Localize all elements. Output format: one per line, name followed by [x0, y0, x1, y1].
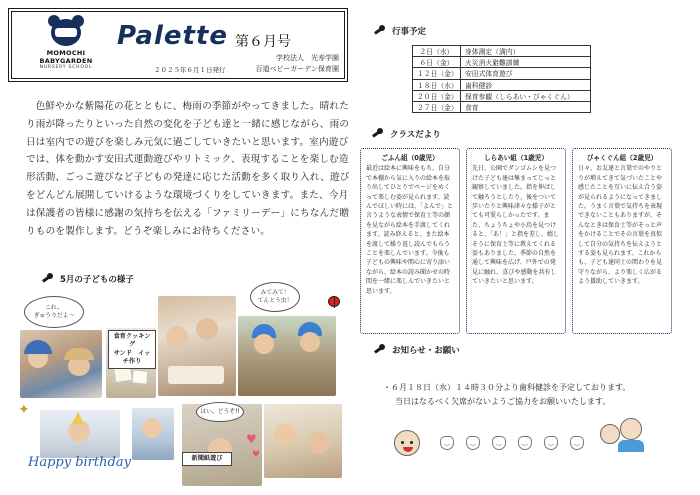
- class-body: 最近は絵本に興味をもち、自分で本棚から気に入りの絵本を取り出してひとりでページをめくって楽しむ姿が見られます。読んでほしい時には、「よんで」と言うような表情で保育士等の顔を見ながら絵本を手渡してくれます。読み終えると、また絵本を渡して繰り返し読んでもらうことを楽しんでいます。今後も子どもの興味や関心に寄り添いながら、絵本の読み聞かせの時間を一緒に楽しんでいきたいと思います。: [366, 165, 454, 295]
- photo-newspaper-play-2: [264, 404, 342, 478]
- class-title: びゃくぐん組（2歳児）: [586, 154, 658, 162]
- table-row: [413, 46, 591, 57]
- notice-line-2: 当日はなるべく欠席がないようご協力をお願いいたします。: [395, 397, 611, 406]
- schedule-date: ２０日（金）: [413, 90, 461, 101]
- schedule-event: 保育参観（しらあい・びゃくぐん）: [461, 90, 591, 101]
- issue-number: 第６月号: [235, 34, 291, 50]
- tooth-icon: [544, 436, 558, 450]
- photos-heading-text: 5月の子どもの様子: [60, 275, 134, 285]
- class-body: 日々、お友達と言葉でのやりとりが増えてきて気づいたことや感じたことを互いに伝え合う姿が見られるようになってきました。うまく言葉で気持ちを表現できないこともありますが、そんなときは保育士等がそっと声をかけることでその言葉を真似して自分の気持ちを伝えようとする姿も見られます。これからも、子ども達同士の関わりを見守りながら、より楽しく広がるよう援助していきます。: [578, 165, 663, 286]
- notice-line-1: ・６月１８日（水）１４時３０分より歯科健診を予定しております。: [383, 383, 631, 392]
- tooth-icon: [570, 436, 584, 450]
- notice-text: [383, 381, 630, 409]
- table-row: [413, 101, 591, 112]
- schedule-date: ６日（金）: [413, 57, 461, 68]
- schedule-heading: [372, 24, 426, 38]
- label-newspaper-play: 新聞紙遊び: [182, 452, 232, 466]
- tooth-icon: [492, 436, 506, 450]
- schedule-event: 食育: [461, 101, 591, 112]
- schedule-heading-text: 行事予定: [392, 27, 427, 37]
- photo-outdoor-ladybug: [238, 316, 336, 396]
- schedule-event: 歯科健診: [461, 79, 591, 90]
- class-body: 先日、公園でダンゴムシを見つけた子ども達は集まってじっと観察していました。指を伸ばして触ろうとしたり、後をついて歩いたりと興味津々な様子がとても可愛らしかったです。また、ちょうちょや小鳥を見つけると、「あ！」と指を差し、嬉しそうに保育士等に教えてくれる姿もありました。季節の自然を通して興味を広げ、戸外での発見に触れ、喜びや感動を共有していきたいと思います。: [472, 165, 560, 286]
- speech-bubble-cucumber: これ、 ぎゅうりだよ～: [24, 296, 84, 328]
- class-column-gofun: [360, 148, 460, 334]
- logo-subtitle: NURSERY SCHOOL: [39, 65, 93, 70]
- class-title: しらあい組（1歳児）: [484, 154, 548, 162]
- photo-birthday-child-2: [132, 408, 174, 460]
- corporation-name: [256, 53, 339, 75]
- event-schedule-table: [412, 45, 591, 113]
- ladybug-icon: [328, 296, 340, 307]
- pushpin-icon: [370, 127, 384, 141]
- table-row: [413, 79, 591, 90]
- notice-heading-text: お知らせ・お願い: [392, 346, 460, 356]
- schedule-date: ２日（水）: [413, 46, 461, 57]
- class-news-heading-text: クラスだより: [390, 130, 441, 140]
- photos-section-heading: [40, 272, 134, 286]
- class-column-shiraai: [466, 148, 566, 334]
- class-title: ごふん組（0歳児）: [381, 154, 439, 162]
- tooth-icon: [518, 436, 532, 450]
- class-news-heading: [370, 127, 441, 141]
- newsletter-title: Palette: [117, 21, 228, 51]
- party-horn-icon: ✦: [18, 402, 30, 418]
- label-food-cooking: 食育クッキング サンド イッチ作り: [108, 330, 156, 369]
- schedule-event: 安田式体育遊び: [461, 68, 591, 79]
- heart-icon-small: ♥: [252, 450, 261, 460]
- dentist-check-icon: [600, 418, 646, 454]
- pushpin-icon: [372, 343, 386, 357]
- pushpin-icon: [40, 272, 54, 286]
- table-row: [413, 57, 591, 68]
- speech-bubble-here-you-go: はい、どうぞ!!: [196, 402, 244, 422]
- intro-paragraph: 色鮮やかな紫陽花の花とともに、梅雨の季節がやってきました。晴れたり雨が降ったりといった自然の変化を子ども達と一緒に感じながら、雨の日は室内での遊びを楽しみ元気に過ごしていきたいと思います。室内遊びでは、体を動かす安田式運動遊びやリトミック、表現することを楽しむ造形活動、ごっこ遊びなど子どもの発達に応じた活動を多く取り入れ、遊びをどんどん展開していけるような環境づくりをしていきます。また、今月は保護者の皆様に感謝の気持ちを伝える「ファミリーデー」にちなんだ贈りものを製作します。どうぞ楽しみにお待ちください。: [26, 101, 350, 237]
- tooth-icon: [440, 436, 454, 450]
- pushpin-icon: [372, 24, 386, 38]
- school-logo: [21, 13, 111, 77]
- photo-birthday-child: [40, 410, 120, 458]
- photo-cooking-children: [20, 330, 102, 398]
- bear-logo-icon: [46, 15, 86, 47]
- corporation-line-2: 百道ベビーガーデン保育園: [255, 64, 339, 73]
- logo-name: MOMOCHI BABYGARDEN: [39, 49, 93, 65]
- schedule-event: 身体測定（満内）: [461, 46, 591, 57]
- schedule-event: 火災消火避難訓練: [461, 57, 591, 68]
- corporation-line-1: 学校法人 光寿学園: [276, 54, 339, 62]
- class-column-byakugun: [572, 148, 672, 334]
- issue-date: ２０２５年６月１日発行: [154, 66, 226, 74]
- masthead: [8, 8, 348, 82]
- tooth-icon: [466, 436, 480, 450]
- photo-table-activity: [158, 296, 236, 396]
- table-row: [413, 90, 591, 101]
- table-row: [413, 68, 591, 79]
- heart-icon: ♥: [246, 432, 257, 446]
- child-face-icon: [394, 430, 420, 456]
- schedule-date: ２７日（金）: [413, 101, 461, 112]
- schedule-date: １８日（水）: [413, 79, 461, 90]
- schedule-date: １２日（金）: [413, 68, 461, 79]
- notice-heading: [372, 343, 460, 357]
- birthday-text: Happy birthday: [28, 455, 131, 470]
- speech-bubble-ladybug: みてみて！ てんとう虫！: [250, 282, 300, 312]
